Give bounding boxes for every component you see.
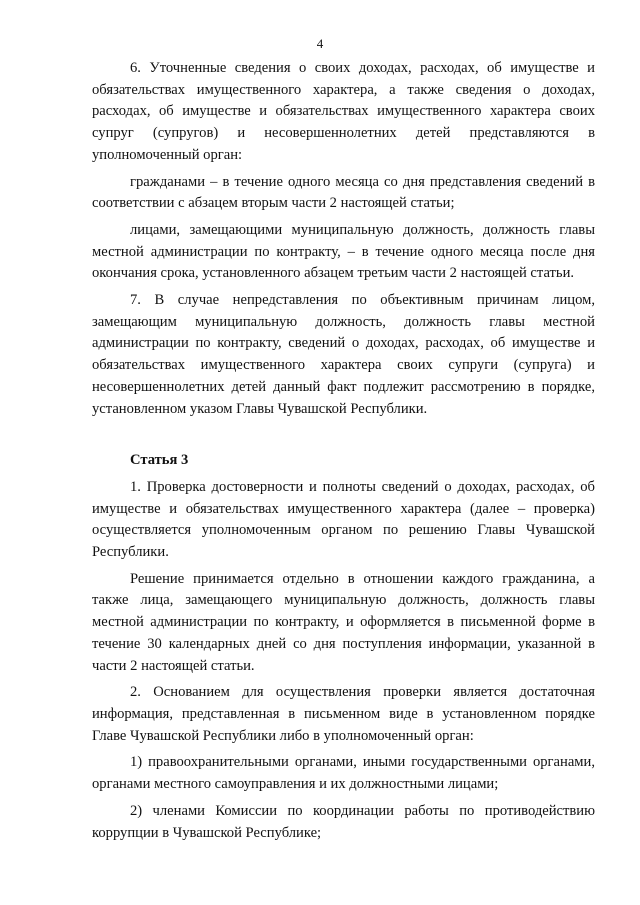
- paragraph-6: 6. Уточненные сведения о своих доходах, расходах, об имуществе и обязательствах имущественного характера, а также сведения о доходах, расходах, об имуществе и обязательствах имущественного характера своих супруг (супругов) и несовершеннолетних детей представляются в уполномоченный орган:: [92, 60, 595, 163]
- section-gap: [92, 420, 595, 450]
- page-number: 4: [316, 36, 324, 51]
- article3-paragraph-1: 1. Проверка достоверности и полноты сведений о доходах, расходах, об имуществе и обязательствах имущественного характера (далее – проверка) осуществляется уполномоченным органом по решению Главы Чувашской Республики.: [92, 478, 595, 561]
- article3-item-1: 1) правоохранительными органами, иными государственными органами, органами местного самоуправления и их должностными лицами;: [92, 754, 595, 793]
- paragraph-citizens: гражданами – в течение одного месяца со дня представления сведений в соответствии с абзацем вторым части 2 настоящей статьи;: [92, 173, 595, 212]
- article3-item-2: 2) членами Комиссии по координации работы по противодействию коррупции в Чувашской Республике;: [92, 802, 595, 841]
- article3-paragraph-2: 2. Основанием для осуществления проверки является достаточная информация, представленная в письменном виде в установленном порядке Главе Чувашской Республики либо в уполномоченный орган:: [92, 684, 595, 744]
- paragraph-7: 7. В случае непредставления по объективным причинам лицом, замещающим муниципальную должность, должность главы местной администрации по контракту, сведений о доходах, расходах, об имуществе и обязательствах имущественного характера своих супруги (супруга) и несовершеннолетних детей данный факт подлежит рассмотрению в порядке, установленном указом Главы Чувашской Республики.: [92, 292, 595, 417]
- document-body: [92, 58, 595, 844]
- article-heading: Статья 3: [130, 452, 189, 469]
- article3-paragraph-decision: Решение принимается отдельно в отношении каждого гражданина, а также лица, замещающего муниципальную должность, должность главы местной администрации по контракту, и оформляется в письменной форме в течение 30 календарных дней со дня поступления информации, указанной в части 2 настоящей статьи.: [92, 570, 595, 674]
- paragraph-officials: лицами, замещающими муниципальную должность, должность главы местной администрации по контракту, – в течение одного месяца после дня окончания срока, установленного абзацем третьим части 2 настоящей статьи.: [92, 221, 595, 282]
